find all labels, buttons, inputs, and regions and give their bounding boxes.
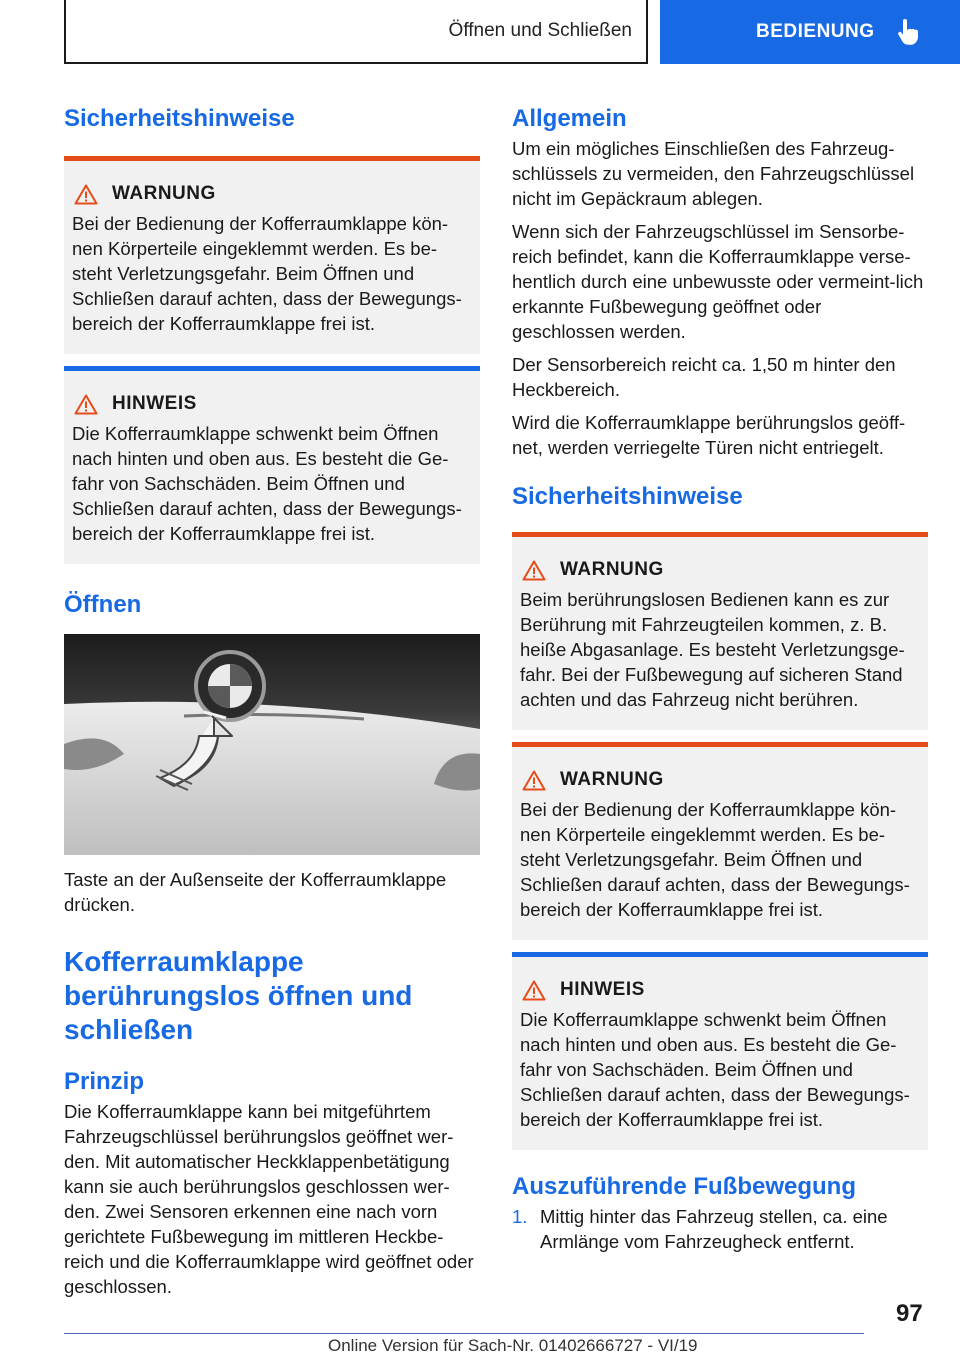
open-heading: Öffnen	[64, 591, 142, 618]
online-version-note: Online Version für Sach-Nr. 01402666727 - VI/19	[328, 1336, 698, 1355]
chapter-tab	[660, 0, 960, 64]
warning-text: Beim berührungslosen Bedienen kann es zur Berührung mit Fahrzeugteilen kommen, z. B. heiße Abgasanlage. Es besteht Verletzungsge‐fahr. Bei der Fußbewegung auf sicheren Stand achten und das Fahrzeug nicht berühren.	[520, 589, 905, 710]
principle-heading: Prinzip	[64, 1068, 145, 1095]
notice-title: HINWEIS	[560, 979, 645, 1000]
foot-movement-heading: Auszuführende Fußbewegung	[512, 1173, 856, 1200]
left-column	[64, 98, 480, 1299]
notice-triangle-icon	[74, 394, 98, 415]
hand-pointer-icon	[897, 19, 919, 45]
warning-text: Bei der Bedienung der Kofferraumklappe kön‐nen Körperteile eingeklemmt werden. Es be‐steht Verletzungsgefahr. Beim Öffnen und Schließen darauf achten, dass der Bewegungs‐bereich der Kofferraumklappe frei ist.	[520, 799, 910, 920]
right-column	[512, 98, 928, 1254]
safety-heading-left: Sicherheitshinweise	[64, 105, 295, 132]
footer-divider	[64, 1333, 864, 1334]
general-heading: Allgemein	[512, 105, 627, 132]
notice-text: Die Kofferraumklappe schwenkt beim Öffnen nach hinten und oben aus. Es besteht die Ge‐fahr von Sachschäden. Beim Öffnen und Schließen darauf achten, dass der Bewegungs‐bereich der Kofferraumklappe frei ist.	[520, 1009, 910, 1130]
warning-header	[520, 559, 920, 581]
safety-heading-right: Sicherheitshinweise	[512, 483, 743, 510]
step-number: 1.	[512, 1206, 528, 1227]
warning-box	[512, 742, 928, 940]
hands-free-heading: Kofferraumklappe berührungslos öffnen und schließen	[64, 946, 413, 1045]
running-header	[64, 0, 648, 64]
general-paragraph-4: Wird die Kofferraumklappe berührungslos geöff‐net, werden verriegelte Türen nicht entriegelt.	[512, 412, 906, 458]
list-item	[512, 1204, 928, 1254]
warning-box	[64, 156, 480, 354]
notice-header	[72, 393, 472, 415]
warning-title: WARNUNG	[112, 183, 216, 204]
page-number: 97	[896, 1300, 923, 1327]
notice-box	[64, 366, 480, 564]
notice-text: Die Kofferraumklappe schwenkt beim Öffnen nach hinten und oben aus. Es besteht die Ge‐fahr von Sachschäden. Beim Öffnen und Schließen darauf achten, dass der Bewegungs‐bereich der Kofferraumklappe frei ist.	[72, 423, 462, 544]
warning-title: WARNUNG	[560, 769, 664, 790]
warning-triangle-icon	[522, 560, 546, 581]
warning-header	[72, 183, 472, 205]
warning-text: Bei der Bedienung der Kofferraumklappe kön‐nen Körperteile eingeklemmt werden. Es be‐steht Verletzungsgefahr. Beim Öffnen und Schließen darauf achten, dass der Bewegungs‐bereich der Kofferraumklappe frei ist.	[72, 213, 462, 334]
step-text: Mittig hinter das Fahrzeug stellen, ca. eine Armlänge vom Fahrzeugheck entfernt.	[540, 1206, 888, 1252]
chapter-label: BEDIENUNG	[756, 21, 875, 42]
principle-text: Die Kofferraumklappe kann bei mitgeführtem Fahrzeugschlüssel berührungslos geöffnet wer‐den. Mit automatischer Heckklappenbetätigung kann sie auch berührungslos geschlossen wer‐den. Zwei Sensoren erkennen eine nach vorn gerichtete Fußbewegung im mittleren Heckbe‐reich und die Kofferraumklappe wird geöffnet oder geschlossen.	[64, 1101, 474, 1297]
warning-triangle-icon	[74, 184, 98, 205]
tailgate-button-illustration	[64, 634, 480, 855]
image-caption: Taste an der Außenseite der Kofferraumklappe drücken.	[64, 869, 447, 915]
notice-triangle-icon	[522, 980, 546, 1001]
warning-header	[520, 769, 920, 791]
notice-box	[512, 952, 928, 1150]
warning-title: WARNUNG	[560, 559, 664, 580]
general-paragraph-3: Der Sensorbereich reicht ca. 1,50 m hinter den Heckbereich.	[512, 354, 896, 400]
warning-triangle-icon	[522, 770, 546, 791]
general-paragraph-1: Um ein mögliches Einschließen des Fahrzeug‐schlüssels zu vermeiden, den Fahrzeugschlüssel nicht im Gepäckraum ablegen.	[512, 138, 915, 209]
notice-header	[520, 979, 920, 1001]
warning-box	[512, 532, 928, 730]
general-paragraph-2: Wenn sich der Fahrzeugschlüssel im Sensorbe‐reich befindet, kann die Kofferraumklappe verse‐hentlich durch eine unbewusste oder vermeint‐lich erkannte Fußbewegung geöffnet oder geschlossen werden.	[512, 221, 924, 342]
section-title: Öffnen und Schließen	[448, 20, 632, 41]
notice-title: HINWEIS	[112, 393, 197, 414]
